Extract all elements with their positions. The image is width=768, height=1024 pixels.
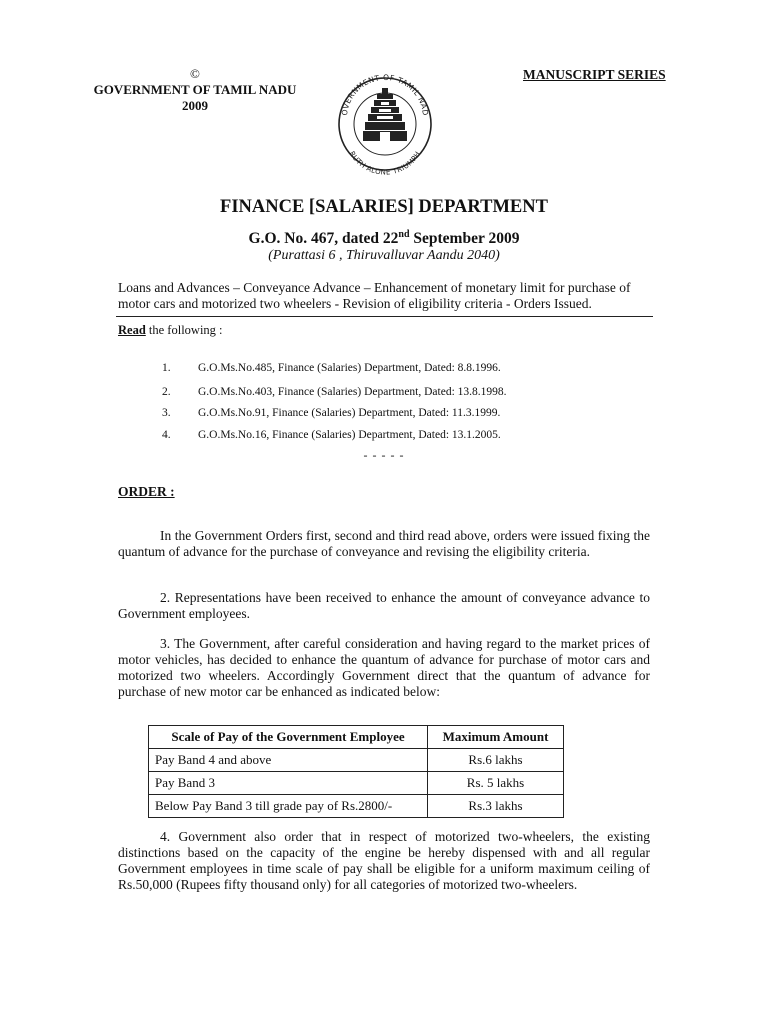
reference-item (162, 362, 501, 374)
reference-text: G.O.Ms.No.485, Finance (Salaries) Department, Dated: 8.8.1996. (198, 362, 501, 374)
read-heading (118, 323, 223, 338)
subject-divider (116, 316, 653, 317)
reference-item (162, 386, 507, 398)
amount-cell: Rs.6 lakhs (428, 749, 564, 772)
reference-text: G.O.Ms.No.91, Finance (Salaries) Department, Dated: 11.3.1999. (198, 407, 501, 419)
go-date-ordinal: nd (398, 229, 410, 240)
scale-cell: Below Pay Band 3 till grade pay of Rs.2800/- (149, 795, 428, 818)
go-number-prefix: G.O. No. 467, dated 22 (248, 230, 399, 248)
reference-item (162, 429, 501, 441)
tamil-calendar-date: (Purattasi 6 , Thiruvalluvar Aandu 2040) (268, 248, 500, 263)
state-emblem (333, 66, 437, 194)
subject-text: Loans and Advances – Conveyance Advance – Enhancement of monetary limit for purchase of motor cars and motorized two wheelers - Revision of eligibility criteria - Orders Issued. (118, 280, 631, 311)
issuer-block (80, 66, 310, 114)
reference-number: 3. (162, 407, 171, 419)
order-heading: ORDER : (118, 484, 175, 499)
order-paragraph-1: In the Government Orders first, second and third read above, orders were issued fixing the quantum of advance for the purchase of conveyance and revising the eligibility criteria. (118, 528, 650, 559)
amount-cell: Rs. 5 lakhs (428, 772, 564, 795)
advance-amount-table (148, 725, 564, 818)
series-label: MANUSCRIPT SERIES (523, 67, 666, 82)
separator-dashes: - - - - - (363, 448, 405, 462)
go-number-suffix: September 2009 (409, 230, 520, 248)
reference-item (162, 407, 500, 419)
order-paragraph-4: 4. Government also order that in respect of motorized two-wheelers, the existing distinctions based on the capacity of the engine be hereby dispensed with and all regular Government employees in time scale of pay shall be eligible for a uniform maximum ceiling of Rs.50,000 (Rupees fifty thousand only) for all categories of motorized two-wheelers. (118, 829, 650, 892)
table-row (149, 795, 564, 818)
issue-year: 2009 (182, 98, 208, 113)
table-row (149, 749, 564, 772)
amount-cell: Rs.3 lakhs (428, 795, 564, 818)
order-paragraph-2: 2. Representations have been received to enhance the amount of conveyance advance to Government employees. (118, 590, 650, 621)
reference-number: 2. (162, 386, 171, 398)
column-header-amount: Maximum Amount (428, 726, 564, 749)
go-number (0, 229, 768, 248)
table-header-row (149, 726, 564, 749)
reference-number: 4. (162, 429, 171, 441)
emblem-seal-icon (333, 66, 437, 194)
svg-text:TRUTH ALONE TRIUMPHS: RUTH ALONE TRIUMPH (347, 149, 423, 177)
read-rest: the following : (145, 323, 223, 337)
svg-text:GOVERNMENT OF TAMIL NADU: OVERNMENT OF TAMIL NAD (340, 72, 431, 117)
department-title: FINANCE [SALARIES] DEPARTMENT (220, 197, 548, 217)
government-name: GOVERNMENT OF TAMIL NADU (93, 82, 297, 97)
column-header-scale: Scale of Pay of the Government Employee (149, 726, 428, 749)
reference-text: G.O.Ms.No.403, Finance (Salaries) Department, Dated: 13.8.1998. (198, 386, 507, 398)
scale-cell: Pay Band 3 (149, 772, 428, 795)
copyright-symbol: © (190, 66, 200, 81)
read-bold: Read (118, 323, 146, 337)
reference-number: 1. (162, 362, 171, 374)
order-paragraph-3: 3. The Government, after careful consideration and having regard to the market prices of motor vehicles, has decided to enhance the quantum of advance for purchase of motor cars and motorized two wheelers. Accordingly Government direct that the quantum of advance for purchase of new motor car be enhanced as indicated below: (118, 636, 650, 699)
scale-cell: Pay Band 4 and above (149, 749, 428, 772)
reference-text: G.O.Ms.No.16, Finance (Salaries) Department, Dated: 13.1.2005. (198, 429, 501, 441)
table-row (149, 772, 564, 795)
